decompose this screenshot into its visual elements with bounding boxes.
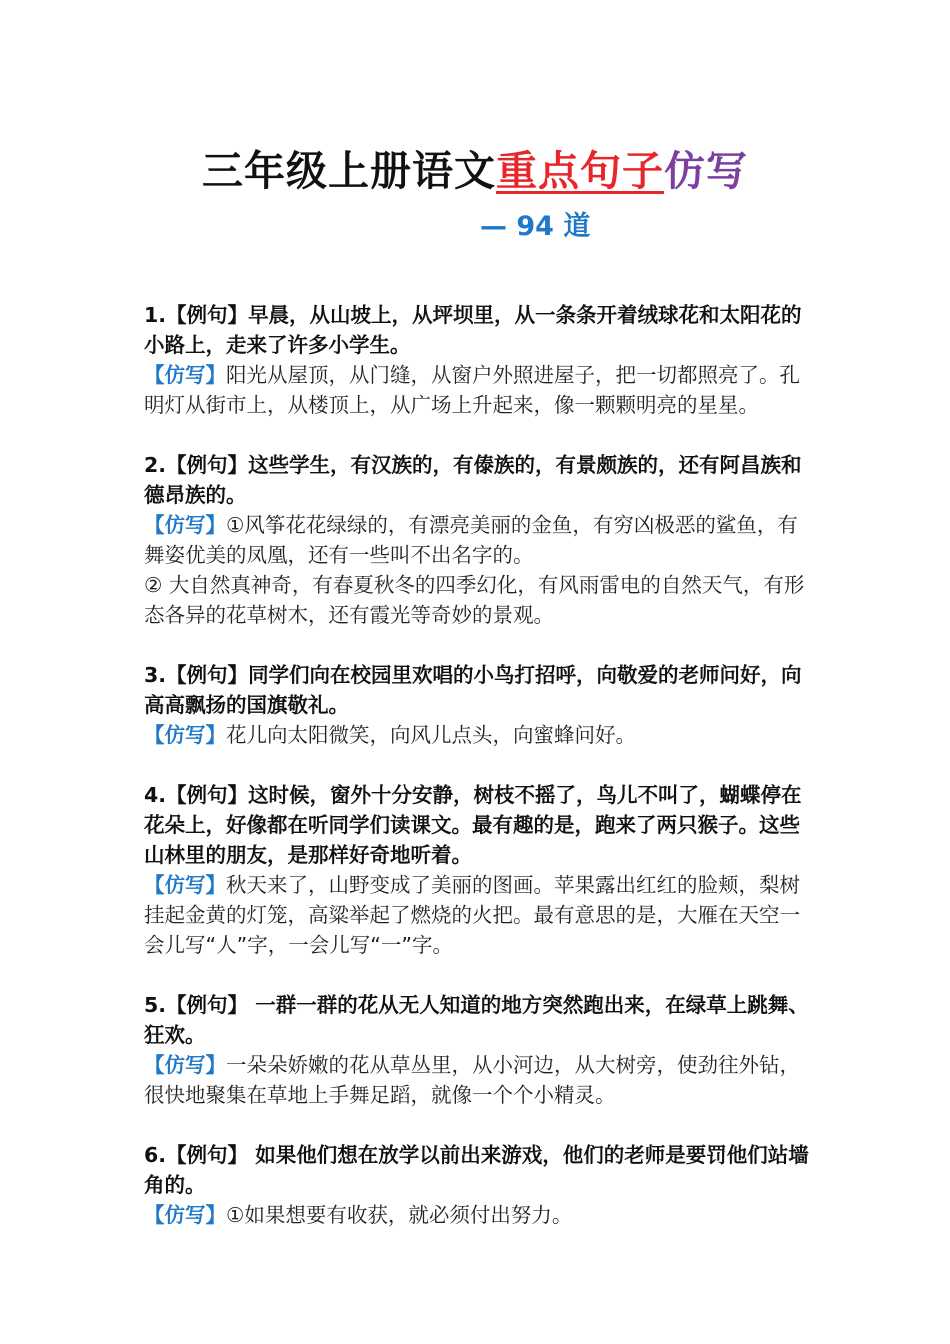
imitation-text: ①如果想要有收获，就必须付出努力。: [226, 1203, 573, 1227]
imitation-sentence: [144, 1200, 814, 1230]
imitation-sentence-extra: ② 大自然真神奇，有春夏秋冬的四季幻化，有风雨雷电的自然天气，有形态各异的花草树木，还有霞光等奇妙的景观。: [144, 573, 805, 627]
imitation-text: 花儿向太阳微笑，向风儿点头，向蜜蜂问好。: [226, 723, 636, 747]
imitation-sentence: [144, 360, 814, 420]
imitation-tag: 【仿写】: [144, 1203, 226, 1227]
example-sentence: [144, 660, 814, 720]
imitation-text: 秋天来了，山野变成了美丽的图画。苹果露出红红的脸颊，梨树挂起金黄的灯笼，高粱举起了燃烧的火把。最有意思的是，大雁在天空一会儿写“人”字，一会儿写“一”字。: [144, 873, 800, 957]
imitation-text: 阳光从屋顶，从门缝，从窗户外照进屋子，把一切都照亮了。孔明灯从街市上，从楼顶上，从广场上升起来，像一颗颗明亮的星星。: [144, 363, 800, 417]
example-prefix: 1.【例句】: [144, 303, 249, 327]
imitation-sentence: [144, 1050, 814, 1110]
imitation-text: 一朵朵娇嫩的花从草丛里，从小河边，从大树旁，使劲往外钻，很快地聚集在草地上手舞足蹈，就像一个个小精灵。: [144, 1053, 800, 1107]
page-subtitle: — 94 道: [480, 211, 591, 242]
example-prefix: 6.【例句】: [144, 1143, 249, 1167]
exercise-item-3: [144, 660, 814, 750]
imitation-sentence: [144, 510, 814, 570]
exercise-item-1: [144, 300, 814, 420]
example-sentence: [144, 780, 814, 870]
imitation-tag: 【仿写】: [144, 363, 226, 387]
example-text: 这时候，窗外十分安静，树枝不摇了，鸟儿不叫了，蝴蝶停在花朵上，好像都在听同学们读课文。最有趣的是，跑来了两只猴子。这些山林里的朋友，是那样好奇地听着。: [144, 783, 802, 867]
example-sentence: [144, 1140, 814, 1200]
example-prefix: 5.【例句】: [144, 993, 249, 1017]
exercise-item-2: [144, 450, 814, 630]
exercise-item-6: [144, 1140, 814, 1230]
imitation-tag: 【仿写】: [144, 1053, 226, 1077]
title-part-imitate: 仿写: [664, 147, 748, 195]
imitation-tag: 【仿写】: [144, 723, 226, 747]
imitation-text: ①风筝花花绿绿的，有漂亮美丽的金鱼，有穷凶极恶的鲨鱼，有舞姿优美的凤凰，还有一些叫不出名字的。: [144, 513, 798, 567]
title-part-key-sentences: 重点句子: [496, 147, 664, 195]
title-part-grade: 三年级上册语文: [202, 147, 496, 195]
example-text: 如果他们想在放学以前出来游戏，他们的老师是要罚他们站墙角的。: [144, 1143, 809, 1197]
example-text: 一群一群的花从无人知道的地方突然跑出来，在绿草上跳舞、狂欢。: [144, 993, 809, 1047]
imitation-sentence: [144, 870, 814, 960]
page-title: [0, 138, 950, 197]
example-text: 这些学生，有汉族的，有傣族的，有景颇族的，还有阿昌族和德昂族的。: [144, 453, 802, 507]
example-text: 早晨，从山坡上，从坪坝里，从一条条开着绒球花和太阳花的小路上，走来了许多小学生。: [144, 303, 802, 357]
example-prefix: 3.【例句】: [144, 663, 249, 687]
imitation-tag: 【仿写】: [144, 513, 226, 537]
exercise-item-4: [144, 780, 814, 960]
example-sentence: [144, 450, 814, 510]
exercise-list: [144, 300, 814, 1260]
example-prefix: 4.【例句】: [144, 783, 249, 807]
example-text: 同学们向在校园里欢唱的小鸟打招呼，向敬爱的老师问好，向高高飘扬的国旗敬礼。: [144, 663, 802, 717]
example-prefix: 2.【例句】: [144, 453, 249, 477]
imitation-sentence: [144, 720, 814, 750]
exercise-item-5: [144, 990, 814, 1110]
imitation-tag: 【仿写】: [144, 873, 226, 897]
example-sentence: [144, 300, 814, 360]
example-sentence: [144, 990, 814, 1050]
